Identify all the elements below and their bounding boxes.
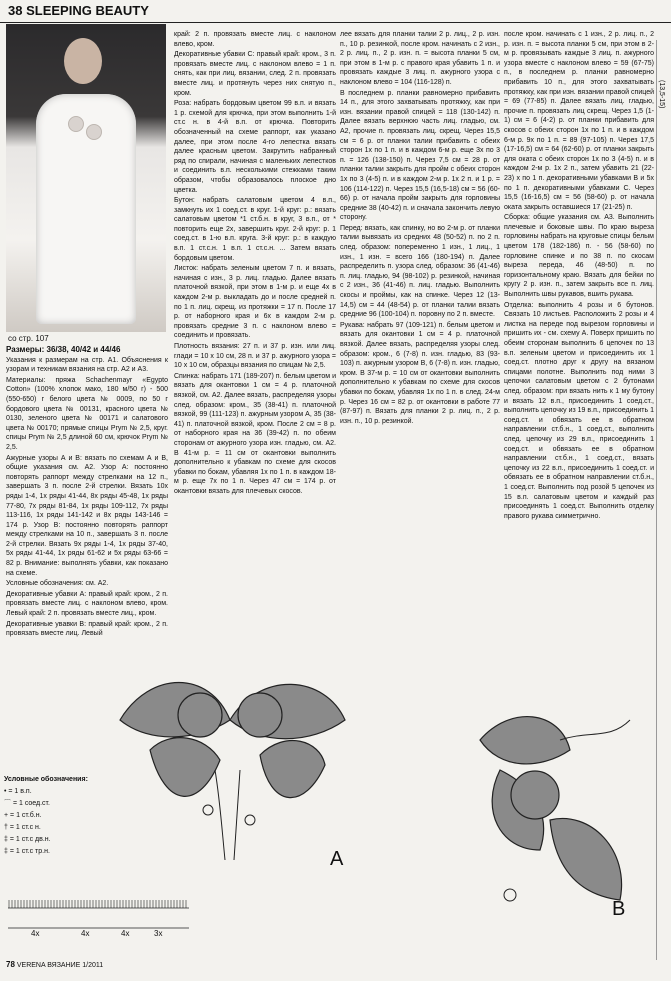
flower-decoration <box>68 116 84 132</box>
rose-shape <box>238 693 282 737</box>
paragraph: В последнем р. планки равномерно прибавить 14 п., для этого захватывать протяжку, как при изн. вязании правой спицей = 118 (130-142) п. Далее вязать верхнюю часть лиц. гладью, см. А2, прочие п. провязать лиц. скрещ. Через 15,5 см = 6 р. от планки талии прибавить с обеих сторон 1х по 1 п. и в каждом 6-м р. еще 3х по 3 п. = 126 (138-150) п. Через 7,5 см = 28 р. от планки талии закрыть для пройм с обеих сторон 1х по 3 (4-5) п. и в каждом 2-м р. 1х 2 п. и 1 р. = 106 (114-122) п. Через 15,5 (16,5-18) см = 56 (60-66) р. от начала пройм закрыть для горловины средние 38 (40-42) п. и сначала закончить левую сторону. <box>340 89 500 222</box>
footer-magazine: VERENA ВЯЗАНИЕ 1/2011 <box>16 962 104 969</box>
leaf-shape <box>480 717 570 764</box>
text-column-3 <box>340 30 500 427</box>
bud-shape <box>245 815 255 825</box>
chain-stem <box>215 770 225 860</box>
legend-item: ⌒ = 1 соед.ст. <box>4 800 50 807</box>
paragraph: Декоративные увавки В: правый край: кром., 2 п. провязать вместе лиц. Левый <box>6 620 168 638</box>
repeat-label: 4x <box>31 929 40 938</box>
text-column-1 <box>6 345 168 640</box>
paragraph: Декоративные убавки А: правый край: кром., 2 п. провязать вместе лиц. с наклоном влево, кром. Левый край: 2 п. провязать вместе лиц., кром. <box>6 590 168 618</box>
flower-decoration <box>86 124 102 140</box>
paragraph: Плотность вязания: 27 п. и 37 р. изн. или лиц. глади = 10 х 10 см, 28 п. и 37 р. ажурного узора = 10 х 10 см, образцы вязания по спицам № 2,5. <box>174 343 336 370</box>
repeat-label: 4x <box>81 929 90 938</box>
stitch-chart <box>6 888 191 938</box>
symbol-legend <box>4 775 114 858</box>
leaf-shape <box>260 741 325 798</box>
legend-item: • = 1 в.п. <box>4 788 32 795</box>
page-header <box>0 0 671 23</box>
paragraph: Рукава: набрать 97 (109-121) п. белым цветом и вязать для окантовки 1 см = 4 р. платочной вязкой. Далее вязать, распределяя узоры след. образом: кром., 6 (7-8) п. изн. гладью, 83 (93-103) п. ажурным узором В, 6 (7-8) п. изн. гладью, кром. В 37-м р. = 10 см от окантовки выполнить дополнительно к убавкам по схеме для скосов убавки по бокам, убавляя 1х по 1 п. в след. 24-м р. Через 16 см = 82 р. от окантовки в работе 77 (87-97) п. Вязать для планки 2 р. лиц. п., 2 р. изн. п., 10 р. резинкой. <box>340 321 500 425</box>
diagram-label-a: A <box>330 848 344 870</box>
paragraph: Условные обозначения: см. А2. <box>6 580 109 588</box>
paragraph: Указания к размерам на стр. А1. Объяснения к узорам и техникам вязания на стр. А2 и А3. <box>6 356 168 374</box>
paragraph: край: 2 п. провязать вместе лиц. с наклоном влево, кром. <box>174 31 336 48</box>
chain-stem <box>234 770 240 860</box>
bud-shape <box>504 889 516 901</box>
paragraph: Листок: набрать зеленым цветом 7 п. и вязать, начиная с изн., 3 р. лиц. гладью. Далее вязать платочной вязкой, при этом в 1-м р. и еще 4х в каждом 2-м р. выкладать до и после средней п. по 1 п. лиц. скрещ. из протяжки = 17 п. После 17 р. от наборного края и 6х в каждом 2-м р. провязать средние 3 п. с наклоном влево = соединить и провязать. <box>174 265 336 340</box>
rose-shape <box>178 693 222 737</box>
legend-item: ‡ = 1 ст.с дв.н. <box>4 836 51 843</box>
legend-title: Условные обозначения: <box>4 776 88 783</box>
text-column-2 <box>174 30 336 498</box>
leaf-shape <box>550 818 622 900</box>
paragraph: Размеры: 36/38, 40/42 и 44/46 <box>6 345 121 354</box>
paragraph: после кром. начинать с 1 изн., 2 р. лиц. п., 2 р. изн. п. = высота планки 5 см, при этом в 2-м р. провязывать каждые 3 лиц. п. ажурного узора вместе с наклоном влево = 59 (67-75) п., в последнем р. планки равномерно прибавить 10 п., для этого захватывать протяжку, как при изн. вязании правой спицей = 69 (77-85) п. Далее вязать лиц. гладью, прочие п. провязать лиц скрещ. Через 1,5 (1-1) см = 6 (4-2) р. от планки прибавить для скосов с обеих сторон 1х по 1 п. и в каждом 6-м р. 9х по 1 п. = 89 (97-105) п. Через 17,5 (17-16,5) см = 64 (62-60) р. от планки закрыть для оката с обеих сторон 1х по 3 (4-5) п. и в каждом 2-м р. 1х 2 п., затем убавить 21 (22-23) х по 1 п. декоративными убавками В и 5х по 1 п. декоративными убавками С. Через 15,5 (16-16,5) см = 56 (58-60) р. от начала оката закрыть оставшиеся 17 (21-25) п. <box>504 31 654 211</box>
paragraph: Сборка: общие указания см. А3. Выполнить плечевые и боковые швы. По краю выреза горловины набрать на круговые спицы белым цветом 178 (182-186) п. - 56 (58-60) по горловине спинке и по 38 п. по скосам выреза переда, 46 (48-50) п. по горизонтальному краю. Вязать для бейки по кругу 2 р. изн. п., затем закрыть все п. лиц. Выполнить швы рукавов, вшить рукава. <box>504 214 654 299</box>
rose-shape <box>511 771 559 819</box>
paragraph: Материалы: пряжа Schachenmayr «Egypto Cotton» (100% хлопок мако, 180 м/50 г) - 500 (550-650) г белого цвета № 0009, по 50 г бордового цвета № 00131, красного цвета № 0130, зеленого цвета № 00171 и салатового цвета № 00170; прямые спицы Prym № 2,5, круг. спицы Prym № 2,5 длиной 60 см, крючок Prym № 2,5. <box>6 376 168 451</box>
repeat-label: 3x <box>154 929 163 938</box>
paragraph: Отделка: выполнить 4 розы и 6 бутонов. Связать 10 листьев. Расположить 2 розы и 4 листка на переде под вырезом горловины и пришить их - см. схему А. Поверх пришить по обеим сторонам выполнить 6 цепочек по 13 в.п. зеленым цветом и присоединить их 1 соед.ст. плотно друг к другу на вязаном спицами полотне. Выполнить под ними 3 цепочки салатовым цветом с 2 бутонами след. образом: при вязать нить к 1 му бутону и вязать 12 в.п., присоединить 1 соед.ст., выполнить цепочку из 19 в.п., присоединить 1 соед.ст. и обвязать ее в обратном направлении ст.б.н., 1 соед.ст., выполнить след. цепочку из 29 в.п., присоединить 1 соед.ст. и обвязать ее в обратном направлении ст.б.н., 1 соед.ст., вязать цепочку из 22 в.п., присоединить 1 соед.ст. и обвязать ее в обратном направлении ст.б.н., 1 соед.ст. Выполнить под розой 5 цепочек из 15 в.п. салатовым цветом и каждый раз присоединять 1 соед.ст. Выполнить отделку правого рукава симметрично. <box>504 301 654 520</box>
side-tab-label: (13,5-15) <box>658 80 665 109</box>
bud-shape <box>203 805 213 815</box>
page-footer <box>6 960 103 969</box>
page-header-title: 38 SLEEPING BEAUTY <box>8 3 149 18</box>
model-face <box>64 38 102 84</box>
legend-item: ‡ = 1 ст.с тр.н. <box>4 848 50 855</box>
paragraph: Бутон: набрать салатовым цветом 4 в.п., замкнуть их 1 соед.ст. в круг. 1-й круг: р.: вязать салатовым цветом *1 ст.б.н. в круг, 3 в.п., от * повторить еще 2х, завершить круг. 2-й круг: р. 1 соед.ст. в 1-ю в.п. круга. 3-й круг: р.: в каждую в.п. 1 ст.с.н. 1 в.п. 1 ст.с.н. ... Затем вязать бордовым цветом. <box>174 197 336 262</box>
diagram-label-b: B <box>612 898 626 920</box>
paragraph: Спинка: набрать 171 (189-207) п. белым цветом и вязать для окантовки 1 см = 4 р. платочной вязкой, см. А2. Далее вязать, распределяя узоры след. образом: кром., 35 (38-41) п. платочной вязкой, 99 (111-123) п. ажурным узором А, 35 (38-41) п. платочной вязкой, кром. После 2 см = 8 р. от наборного края на 36 (39-42) п. по обеим сторонам от ажурного узора изн. гладью, см. А2. В 41-м р. = 11 см от окантовки выполнить дополнительно к убавкам по схеме для скосов убавки по бокам, убавляя 1х по 1 п. в каждом 18-м р. еще 7х по 1 п. Через 47 см = 174 р. от окантовки вязать для плечевых скосов. <box>174 372 336 495</box>
paragraph: Роза: набрать бордовым цветом 99 в.п. и вязать 1 р. схемой для крючка, при этом выполнить 1-й ст.с н. в 4-й в.п. от крючка. Повторить обозначенный на схеме раппорт, как указано далее, при этом после 4-го лепестка вязать далее красным цветом. Закрутить набранный ряд по спирали, начиная с маленьких лепестков и соединить в.п. несколькими стежками таким образом, чтобы образовалось плоское дно цветка. <box>174 100 336 194</box>
motif-diagram-a <box>110 660 350 870</box>
footer-page-number: 78 <box>6 960 15 969</box>
chain-stem <box>560 720 630 740</box>
motif-diagram-b <box>440 700 650 925</box>
paragraph: Декоративные убавки С: правый край: кром., 3 п. провязать вместе лиц. с наклоном влево = 1 п. снять, как при лиц. вязании, след. 2 п. провязать вместе лиц. и протянуть через них снятую п., кром. <box>174 51 336 97</box>
paragraph: Перед: вязать, как спинку, но во 2-м р. от планки талии вывязать из средних 48 (50-52) п. по 2 п. след. образом: попеременно 1 изн., 1 лиц., 1 изн., 1 изн. = всего 166 (180-194) п. Далее распределить п. узора след. образом: 36 (41-46) п. лиц. гладью, 94 (98-102) р. резинкой, начиная с 2 изн., 36 (41-46) п. лиц. гладью. Выполнить скосы и проймы, как на спинке. Через 12 (13-14,5) см = 44 (48-54) р. от планки талии вязать средние 96 (100-104) п. поровну по 2 п. вместе. <box>340 224 500 319</box>
model-photo <box>6 24 166 332</box>
photo-caption: со стр. 107 <box>8 334 49 343</box>
legend-item: † = 1 ст.с н. <box>4 824 41 831</box>
side-tab <box>656 40 671 960</box>
leaf-shape <box>150 738 220 797</box>
text-column-4 <box>504 30 654 522</box>
paragraph: Ажурные узоры А и В: вязать по схемам А и В, общие указания см. А2. Узор А: постоянно повторять раппорт между стрелками на 12 п., завершать 3 п. после 2-й стрелки. Вязать 10х ряды 1-4, 1х ряды 41-44, 8х ряды 45-48, 1х ряды 77-80, 7х ряды 81-84, 1х ряды 109-112, 7х ряды 113-116, 1х ряды 141-142 и 8х ряды 143-146 = 174 р. Узор В: постоянно повторять раппорт между стрелками на 10 п., завершать 3 п. после 2-й стрелки. Вязать 9х ряды 1-4, 1х ряды 37-40, 5х ряды 41-44, 1х ряды 61-62 и 5х ряды 63-66 = 82 р. Внимание: выполнять убавки, как показано на схеме. <box>6 454 168 577</box>
legend-item: + = 1 ст.б.н. <box>4 812 42 819</box>
paragraph: лее вязать для планки талии 2 р. лиц., 2 р. изн. п., 10 р. резинкой, после кром. начинать с 2 изн., 2 р. лиц. п., 2 р. изн. п. = высота планки 5 см, при этом в 1-м р. с правого края убавить 1 п. и провязать каждые 3 лиц. п. ажурного узора с наклоном влево = 104 (116-128) п. <box>340 31 500 86</box>
repeat-label: 4x <box>121 929 130 938</box>
